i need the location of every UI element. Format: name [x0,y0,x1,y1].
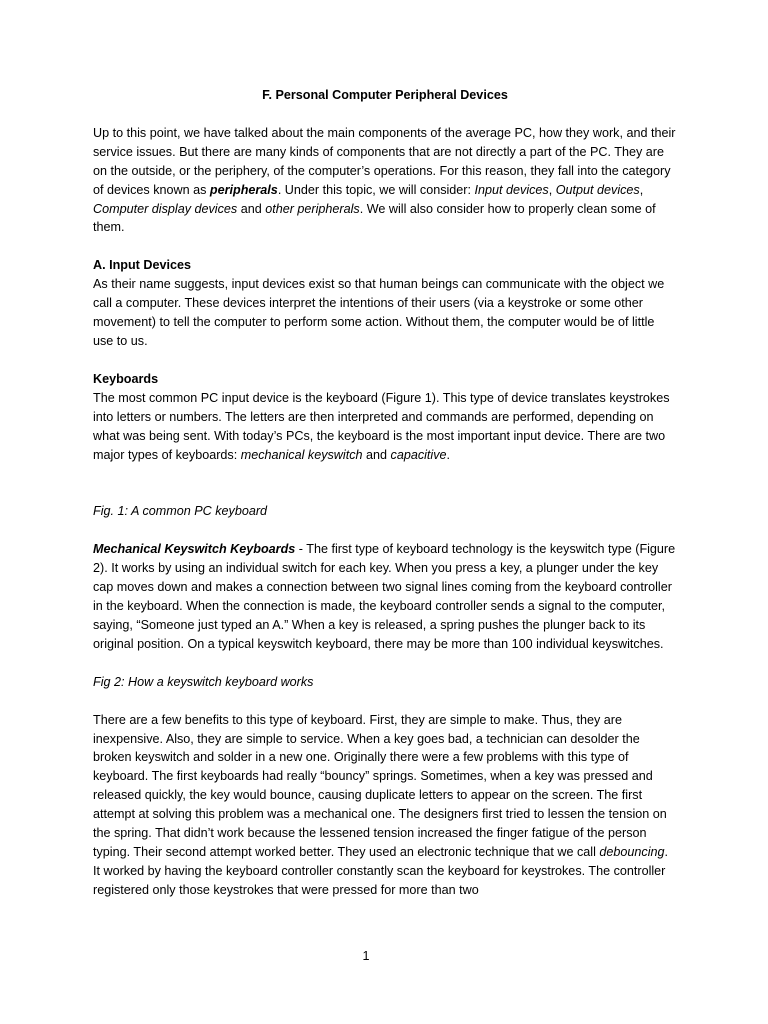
intro-display-devices-term: Computer display devices [93,201,238,216]
section-mechanical-keyswitch [93,540,677,653]
document-title: F. Personal Computer Peripheral Devices [262,88,508,102]
intro-text-1: Up to this point, we have talked about the main components of the average PC, how they work, and their service issues. But there are many kinds of components that are not directly a part of the PC. They are on the outside, or the periphery, of the computer’s operations. For this reason, they fall into the category of devices known as [93,125,676,197]
figure-2-caption: Fig 2: How a keyswitch keyboard works [93,674,314,689]
intro-comma-1: , [548,182,556,197]
section-input-devices-heading: A. Input Devices [93,258,191,273]
mechanical-keyswitch-lead: Mechanical Keyswitch Keyboards [93,542,296,557]
intro-text-3: . We will also consider how to properly clean some of them. [93,201,656,235]
intro-peripherals-term: peripherals [209,182,278,197]
intro-text-2: . Under this topic, we will consider: [277,182,475,197]
section-keyboards-heading: Keyboards [93,371,159,386]
intro-output-devices-term: Output devices [555,182,640,197]
benefits-debouncing-term: debouncing [599,845,665,859]
page-number: 1 [362,949,370,963]
intro-and: and [237,201,266,216]
benefits-text-2: . It worked by having the keyboard controller constantly scan the keyboard for keystrokes. The controller registered only those keystrokes that were pressed for more than two [93,845,669,897]
section-input-devices [93,256,677,351]
intro-other-peripherals-term: other peripherals [265,201,360,216]
section-input-devices-text: As their name suggests, input devices exist so that human beings can communicate with the object we call a computer. These devices interpret the intentions of their users (via a keystroke or some other movement) to tell the computer to perform some action. Without them, the computer would be of little use to us. [93,277,665,348]
mechanical-keyswitch-text: - The first type of keyboard technology is the keyswitch type (Figure 2). It works by using an individual switch for each key. When you press a key, a plunger under the key cap moves down and makes a connection between two signal lines coming from the keyboard controller in the keyboard. When the connection is made, the keyboard controller sends a signal to the computer, saying, “Someone just typed an A.” When a key is released, a spring pushes the plunger back to its original position. On a typical keyswitch keyboard, there may be more than 100 individual keyswitches. [93,542,676,651]
keyboards-text-1: The most common PC input device is the keyboard (Figure 1). This type of device translates keystrokes into letters or numbers. The letters are then interpreted and commands are performed, depending on what was being sent. With today’s PCs, the keyboard is the most important input device. There are two major types of keyboards: [93,390,670,462]
intro-input-devices-term: Input devices [474,182,549,197]
keyboards-and: and [362,447,391,462]
keyboards-mechanical-term: mechanical keyswitch [240,447,363,462]
document-page [93,86,677,919]
keyboards-end: . [446,447,451,462]
section-keyboards [93,370,677,465]
benefits-text-1: There are a few benefits to this type of keyboard. First, they are simple to make. Thus, they are inexpensive. Also, they are simple to service. When a key goes bad, a technician can desolder the broken keyswitch and solder in a new one. Originally there were a few problems with this type of keyboard. The first keyboards had really “bouncy” springs. Sometimes, when a key was pressed and released quickly, the key would bounce, causing duplicate letters to appear on the screen. The first attempt at solving this problem was a mechanical one. The designers first tried to lessen the tension on the spring. That didn’t work because the lessened tension increased the finger fatigue of the person typing. Their second attempt worked better. They used an electronic technique that we call [93,712,667,859]
intro-paragraph [93,124,677,237]
figure-1-caption: Fig. 1: A common PC keyboard [93,504,268,519]
benefits-paragraph [93,711,677,900]
intro-comma-2: , [639,182,644,197]
keyboards-capacitive-term: capacitive [390,447,447,462]
